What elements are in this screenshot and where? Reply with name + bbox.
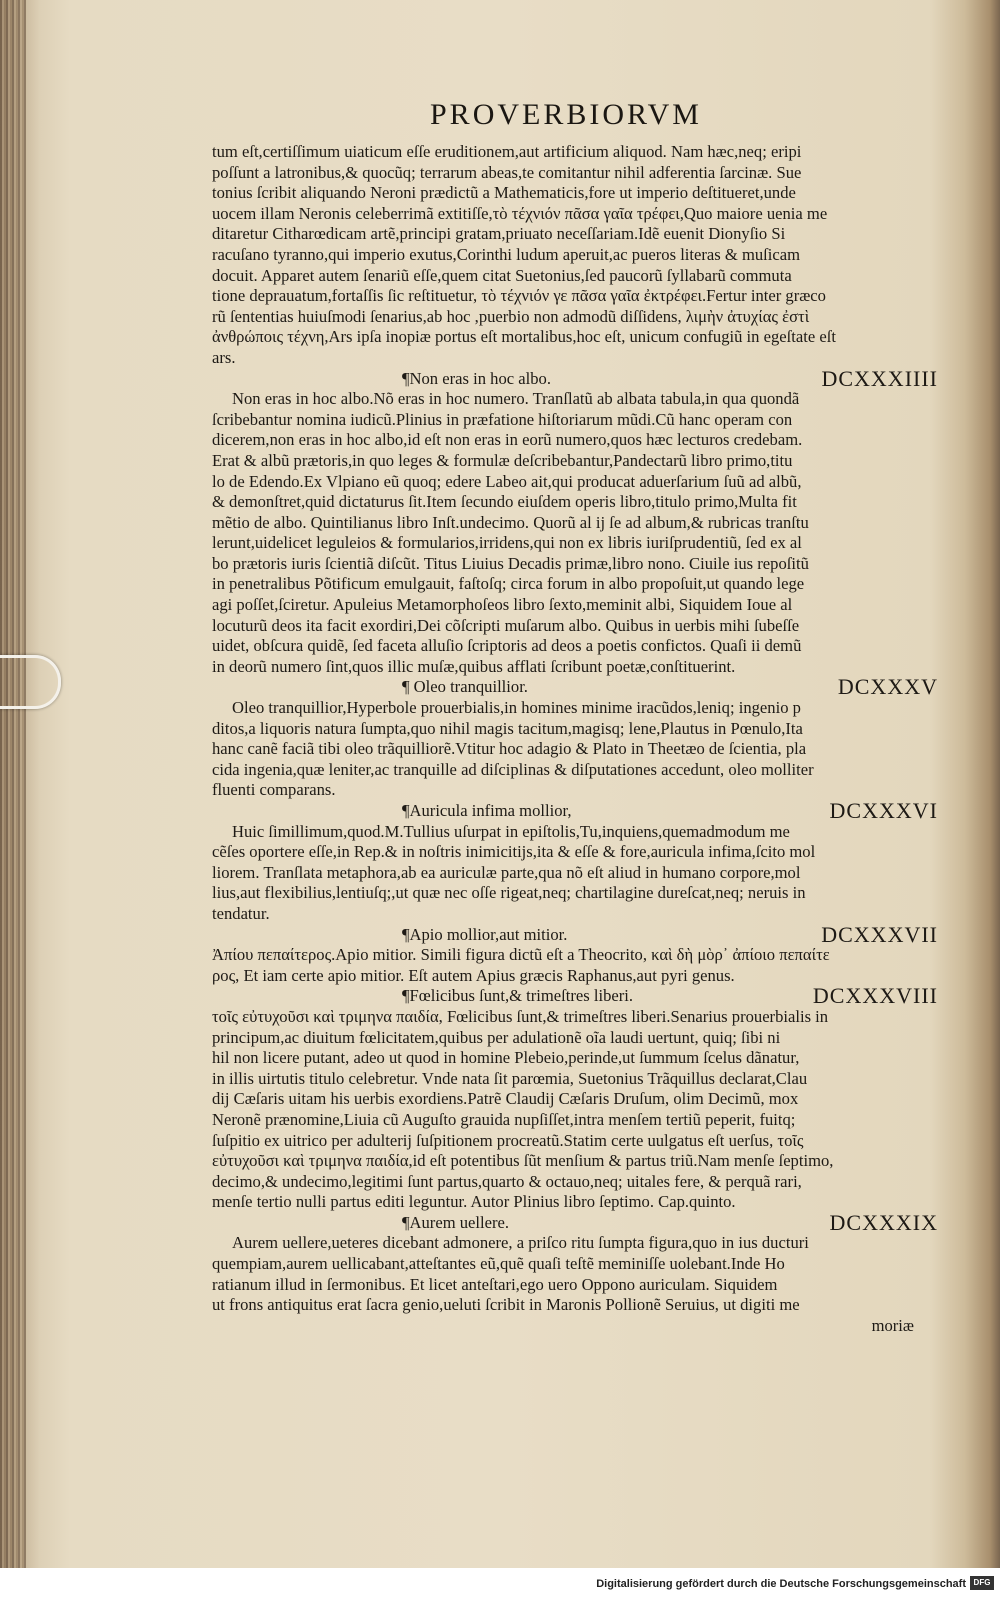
text-line: uocem illam Neronis celeberrimã extitiſſe,τὸ τέχνιόν πᾶσα γαῖα τρέφει,Quo maiore uenia me: [212, 203, 828, 223]
text-line: εὐτυχοῦσι καὶ τριμηνα παιδία,id eſt potentibus ſũt menſium & partus triũ.Nam menſe ſeptimo,: [212, 1151, 834, 1171]
text-line: liorem. Tranſlata metaphora,ab ea auriculæ parte,qua nõ eſt aliud in humano corpore,mol: [212, 862, 801, 882]
text-line: bo prætoris iuris ſcientiã diſcũt. Titus Liuius Decadis primæ,libro nono. Ciuile ius repoſitũ: [212, 553, 809, 573]
page-text: [212, 142, 942, 1336]
adage-heading: [212, 921, 942, 947]
adage-title: ¶Aurem uellere.: [402, 1212, 510, 1232]
adage-number: DCXXXIIII: [821, 365, 938, 391]
text-line: Neronẽ prænomine,Liuia cũ Auguſto grauida nupſiſſet,intra menſem tertiũ peperit, fuitq;: [212, 1109, 796, 1129]
text-line: racuſano tyranno,qui imperio exutus,Corinthi ludum aperuit,ac pueros literas & muſicam: [212, 244, 801, 264]
adage-heading: [212, 365, 942, 391]
text-line: menſe tertio nulli partus editi leguntur. Autor Plinius libro ſeptimo. Cap.quinto.: [212, 1192, 736, 1212]
text-line: quempiam,aurem uellicabant,atteſtantes eũ,quẽ quaſi teſtẽ meminiſſe uolebant.Inde Ho: [212, 1254, 785, 1274]
adage-number: DCXXXVII: [821, 921, 938, 947]
text-line: fluenti comparans.: [212, 780, 336, 800]
text-line: principum,ac diuitum fœlicitatem,quibus per adulationẽ oĩa laudi uertunt, quiq; ſibi ni: [212, 1027, 781, 1047]
text-line: locuturũ deos ita facit exordiri,Dei cõſcripti muſarum albo. Quibus in uerbis mihi ſubeſſe: [212, 615, 800, 635]
dfg-logo-icon: DFG: [970, 1576, 994, 1590]
text-line: Oleo tranquillior,Hyperbole prouerbialis,in homines minime iracũdos,leniq; ingenio p: [232, 698, 801, 718]
adage-title: ¶ Oleo tranquillior.: [402, 677, 528, 697]
text-line: agi poſſet,ſciretur. Apuleius Metamorphoſeos libro ſexto,meminit albi, Siquidem Ioue al: [212, 595, 793, 615]
catchword: moriæ: [871, 1315, 914, 1335]
running-head: PROVERBIORVM: [430, 98, 702, 131]
text-line: tum eſt,certiſſimum uiaticum eſſe eruditionem,aut artificium aliquod. Nam hæc,neq; eripi: [212, 142, 802, 161]
text-line: Ἀπίου πεπαίτερος.Apio mitior. Simili figura dictũ eſt a Theocrito, καὶ δὴ μὸρ᾽ ἀπίοιο πεπαίτε: [212, 945, 830, 965]
adage-title: ¶Fœlicibus ſunt,& trimeſtres liberi.: [402, 986, 634, 1006]
text-line: lo de Edendo.Ex Vlpiano eũ quoq; edere Labeo ait,qui producat aduerſarium ſuũ ad albũ,: [212, 471, 802, 491]
text-line: hil non licere putant, adeo ut quod in homine Plebeio,perinde,ut ſummum ſcelus dãnatur,: [212, 1048, 800, 1068]
adage-number: DCXXXIX: [829, 1209, 938, 1235]
text-line: dicerem,non eras in hoc albo,id eſt non eras in eorũ numero,quos hæc lecturos credebam.: [212, 430, 803, 450]
text-line: lius,aut flexibilius,lentiuſq;,ut quæ nec oſſe rigeat,neq; chartilagine dureſcat,neq; neruis in: [212, 883, 806, 903]
text-line: poſſunt a latronibus,& quocũq; terrarum abeas,te comitantur nihil adferentia ſarcinæ. Sue: [212, 162, 802, 182]
adage-title: ¶Non eras in hoc albo.: [402, 368, 551, 388]
text-line: cida ingenia,quæ leniter,ac tranquille ad diſciplinas & diſputationes accedunt, oleo molliter: [212, 759, 814, 779]
text-line: ars.: [212, 347, 236, 367]
text-line: rũ ſententias huiuſmodi ſenarius,ab hoc ,puerbio non admodũ diſſidens, λιμὴν ἀτυχίας ἐστὶ: [212, 306, 810, 326]
text-line: cẽſes oportere eſſe,in Rep.& in noſtris inimicitijs,ita & eſſe & fore,auricula infima,ſcito mol: [212, 842, 816, 862]
text-line: Erat & albũ prætoris,in quo leges & formulæ deſcribebantur,Pandectarũ libro primo,titu: [212, 450, 793, 470]
text-line: Aurem uellere,ueteres dicebant admonere, a priſco ritu ſumpta figura,quo in ius ducturi: [232, 1233, 809, 1253]
text-line: hanc canẽ faciã tibi oleo trãquilliorẽ.Vtitur hoc adagio & Plato in Theetæo de ſcientia, pla: [212, 739, 807, 759]
text-line: in illis uirtutis titulo celebretur. Vnde nata ſit parœmia, Suetonius Trãquillus declarat,Clau: [212, 1068, 808, 1088]
text-line: tione deprauatum,fortaſſis ſic reſtituetur, τὸ τέχνιόν γε πᾶσα γαῖα ἐκτρέφει.Fertur inter græco: [212, 286, 826, 306]
text-line: dij Cæſaris uitam his uerbis exordiens.Patrẽ Claudij Cæſaris Druſum, olim Decimũ, mox: [212, 1089, 799, 1109]
text-line: ditaretur Citharœdicam artẽ,principi gratam,priuato neceſſariam.Idẽ euenit Dionyſio Si: [212, 224, 786, 244]
adage-number: DCXXXVIII: [812, 983, 938, 1009]
text-line: ρος, Et iam certe apio mitior. Eſt autem Apius græcis Raphanus,aut pyri genus.: [212, 965, 735, 985]
text-line: ut frons antiquitus erat ſacra genio,ueluti ſcribit in Maronis Pollionẽ Seruius, ut digiti me: [212, 1295, 800, 1315]
adage-title: ¶Auricula infima mollior,: [402, 801, 572, 820]
text-line: tendatur.: [212, 903, 270, 923]
text-line: docuit. Apparet autem ſenariũ eſſe,quem citat Suetonius,ſed paucorũ ſyllabarũ commuta: [212, 265, 792, 285]
text-line: Non eras in hoc albo.Nõ eras in hoc numero. Tranſlatũ ab albata tabula,in qua quondã: [232, 389, 800, 409]
text-line: tonius ſcribit aliquando Neroni prædictũ a Mathematicis,fore ut imperio deſtitueret,unde: [212, 183, 796, 203]
adage-heading: [212, 1209, 942, 1235]
text-line: ſcribebantur nomina iudicũ.Plinius in præfatione hiſtoriarum mũdi.Cũ hanc operam con: [212, 409, 793, 429]
text-line: ἀνθρώποις τέχνη,Ars ipſa inopiæ portus eſt mortalibus,hoc eſt, unicum confugiũ in egeſtate eſt: [212, 327, 836, 347]
adage-heading: [212, 674, 942, 700]
adage-heading: [212, 798, 942, 823]
text-line: mẽtio de albo. Quintilianus libro Inſt.undecimo. Quorũ al ij ſe ad album,& rubricas tranſtu: [212, 512, 809, 532]
text-line: decimo,& undecimo,legitimi ſunt partus,quarto & octauo,neq; uitales fere, & perquã rari,: [212, 1171, 802, 1191]
text-line: ſuſpitio ex uitrico per adulterij ſuſpitionem procreatũ.Statim certe uulgatus eſt uerſus, τοῖς: [212, 1130, 804, 1150]
text-line: uidet, obſcura quidẽ, ſed faceta alluſio ſcriptoris ad deos a poetis confictos. Quaſi ii demũ: [212, 636, 802, 656]
text-line: ditos,a liquoris natura ſumpta,quo nihil magis tacitum,magisq; lene,Plautus in Pœnulo,Ita: [212, 718, 803, 738]
text-line: lerunt,uidelicet leguleios & formularios,irridens,qui non ex libris iuriſprudentiũ, ſed ex al: [212, 533, 802, 553]
text-line: in penetralibus Põtificum emulgauit, faſtoſq; circa forum in albo propoſuit,ut quando lege: [212, 574, 805, 594]
text-line: & demonſtret,quid dictaturus ſit.Item ſecundo eiuſdem operis libro,titulo primo,Multa fit: [212, 492, 797, 512]
text-line: ratianum illud in ſermonibus. Et licet anteſtari,ego uero Oppono auriculam. Siquidem: [212, 1274, 778, 1294]
adage-title: ¶Apio mollior,aut mitior.: [402, 924, 568, 944]
adage-heading: [212, 983, 942, 1009]
adage-number: DCXXXV: [837, 674, 938, 700]
adage-number: DCXXXVI: [829, 798, 938, 823]
footer-bar: [0, 1568, 1000, 1598]
text-line: τοῖς εὐτυχοῦσι καὶ τριμηνα παιδία, Fœlicibus ſunt,& trimeſtres liberi.Senarius prouerbialis in: [212, 1006, 829, 1026]
text-line: in deorũ numero ſint,quos illic muſæ,quibus afflati ſcribunt poetæ,conſtituerint.: [212, 656, 736, 676]
footer-credit: Digitalisierung gefördert durch die Deutsche Forschungsgemeinschaft: [596, 1578, 966, 1590]
page-clip: [0, 655, 61, 709]
book-leaf-edge: [0, 0, 26, 1568]
text-line: Huic ſimillimum,quod.M.Tullius uſurpat in epiſtolis,Tu,inquiens,quemadmodum me: [232, 821, 790, 841]
